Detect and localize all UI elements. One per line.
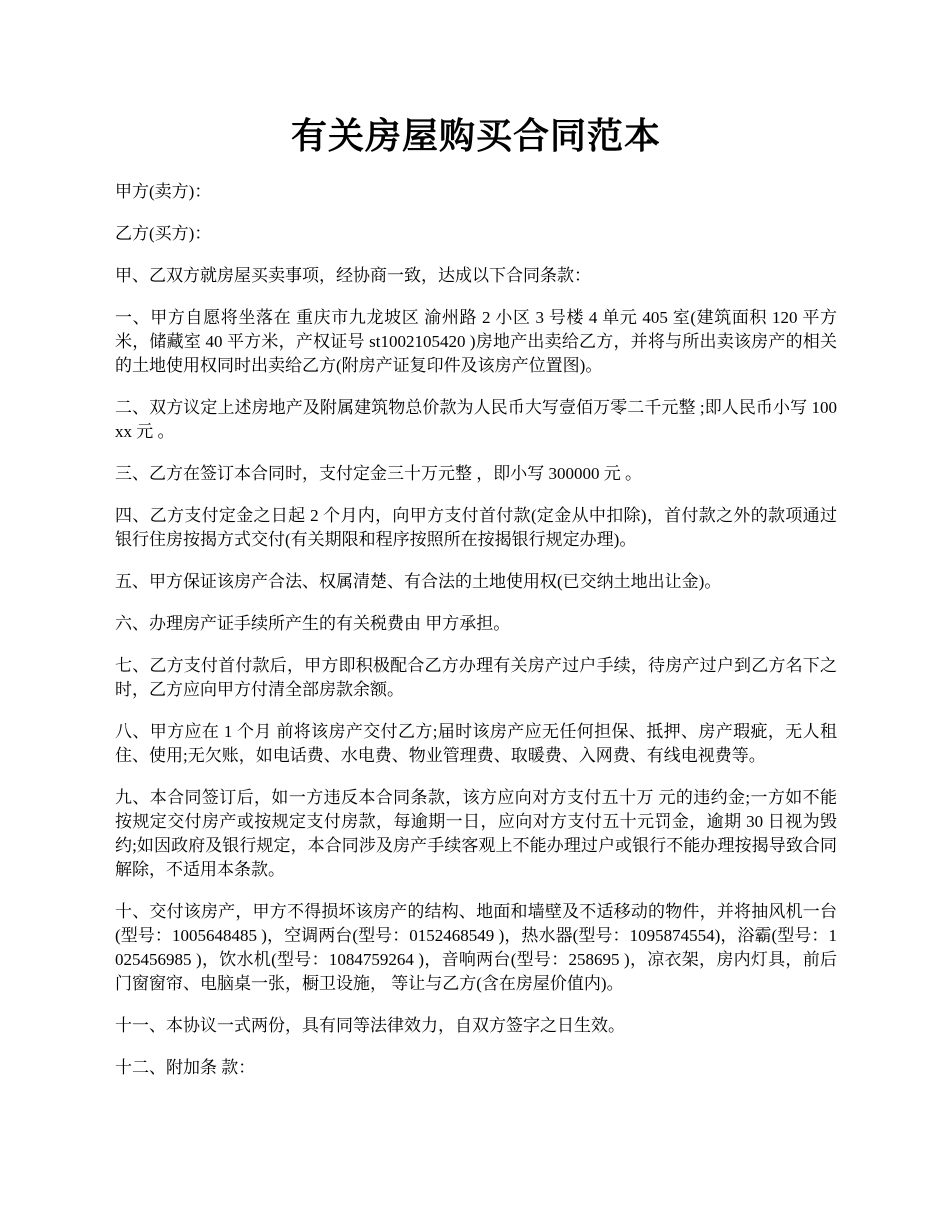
clause-7: 七、乙方支付首付款后，甲方即积极配合乙方办理有关房产过户手续，待房产过户到乙方名下之时，乙方应向甲方付清全部房款余额。 bbox=[115, 656, 837, 699]
clause-2: 二、双方议定上述房地产及附属建筑物总价款为人民币大写壹佰万零二千元整 ;即人民币小写 100xx 元 。 bbox=[115, 398, 837, 441]
clause-5: 五、甲方保证该房产合法、权属清楚、有合法的土地使用权(已交纳土地出让金)。 bbox=[115, 572, 722, 591]
clause-1: 一、甲方自愿将坐落在 重庆市九龙坡区 渝州路 2 小区 3 号楼 4 单元 405 室(建筑面积 120 平方米，储藏室 40 平方米，产权证号 st1002105420 )房地产出卖给乙方，并将与所出卖该房产的相关的土地使用权同时出卖给乙方(附房产证复印件及该房产位置图)。 bbox=[115, 308, 837, 375]
preamble: 甲、乙双方就房屋买卖事项，经协商一致，达成以下合同条款： bbox=[115, 266, 591, 285]
clause-12: 十二、附加条 款： bbox=[115, 1058, 256, 1077]
document-title: 有关房屋购买合同范本 bbox=[290, 116, 661, 156]
clause-4: 四、乙方支付定金之日起 2 个月内，向甲方支付首付款(定金从中扣除)，首付款之外的款项通过银行住房按揭方式交付(有关期限和程序按照所在按揭银行规定办理)。 bbox=[115, 506, 837, 549]
party-a-line: 甲方(卖方)： bbox=[115, 182, 212, 201]
clause-3: 三、乙方在签订本合同时，支付定金三十万元整 ，即小写 300000 元 。 bbox=[115, 464, 642, 483]
clause-10: 十、交付该房产，甲方不得损坏该房产的结构、地面和墙壁及不适移动的物件，并将抽风机一台(型号：1005648485 )，空调两台(型号：0152468549 )，热水器(型号：1095874554)，浴霸(型号：1025456985 )，饮水机(型号：1084759264 )，音响两台(型号：258695 )，凉衣架，房内灯具，前后门窗窗帘、电脑桌一张，橱卫设施， 等让与乙方(含在房屋价值内)。 bbox=[115, 902, 837, 993]
party-b-line: 乙方(买方)： bbox=[115, 224, 212, 243]
clause-9: 九、本合同签订后，如一方违反本合同条款，该方应向对方支付五十万 元的违约金;一方如不能按规定交付房产或按规定支付房款，每逾期一日，应向对方支付五十元罚金，逾期 30 日视为毁约;如因政府及银行规定，本合同涉及房产手续客观上不能办理过户或银行不能办理按揭导致合同解除，不适用本条款。 bbox=[115, 788, 837, 879]
clause-6: 六、办理房产证手续所产生的有关税费由 甲方承担。 bbox=[115, 614, 511, 633]
clause-11: 十一、本协议一式两份，具有同等法律效力，自双方签字之日生效。 bbox=[115, 1016, 625, 1035]
clause-8: 八、甲方应在 1 个月 前将该房产交付乙方;届时该房产应无任何担保、抵押、房产瑕疵，无人租住、使用;无欠账，如电话费、水电费、物业管理费、取暖费、入网费、有线电视费等。 bbox=[115, 722, 837, 765]
